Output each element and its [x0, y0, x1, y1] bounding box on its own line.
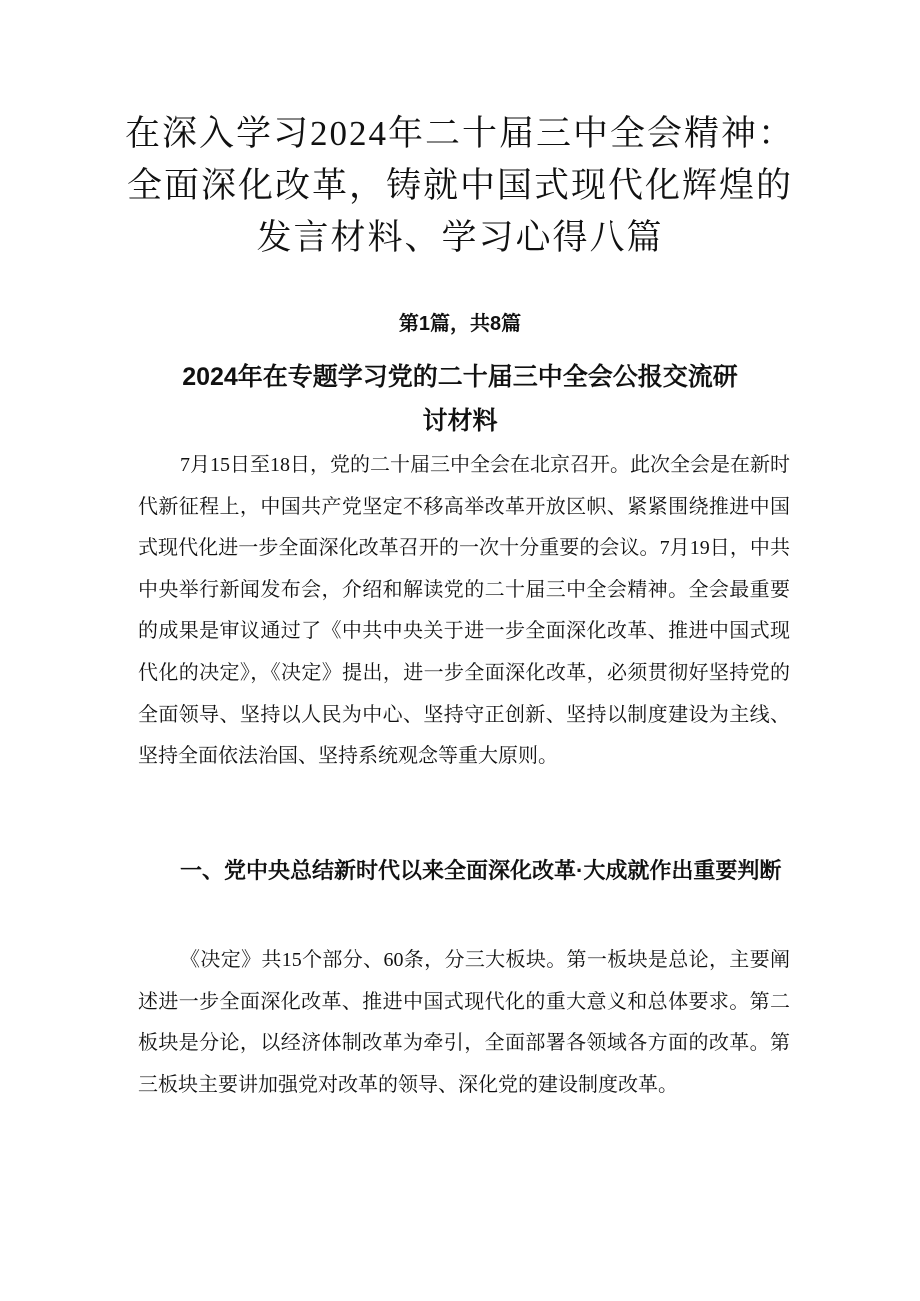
body-paragraph-decision: 《决定》共15个部分、60条，分三大板块。第一板块是总论，主要阐述进一步全面深化改革、推进中国式现代化的重大意义和总体要求。第二板块是分论，以经济体制改革为牵引，全面部署各领域各方面的改革。第三板块主要讲加强党对改革的领导、深化党的建设制度改革。: [138, 949, 790, 1096]
part-indicator: 第1篇，共8篇: [398, 313, 522, 335]
section-heading-1: 一、党中央总结新时代以来全面深化改革·大成就作出重要判断: [180, 858, 782, 883]
body-paragraph-intro: 7月15日至18日，党的二十届三中全会在北京召开。此次全会是在新时代新征程上，中国共产党坚定不移高举改革开放区帜、紧紧围绕推进中国式现代化进一步全面深化改革召开的一次十分重要的会议。7月19日，中共中央举行新闻发布会，介绍和解读党的二十届三中全会精神。全会最重要的成果是审议通过了《中共中央关于进一步全面深化改革、推进中国式现代化的决定》，《决定》提出，进一步全面深化改革，必须贯彻好坚持党的全面领导、坚持以人民为中心、坚持守正创新、坚持以制度建设为主线、坚持全面依法治国、坚持系统观念等重大原则。: [138, 454, 790, 768]
article-title: 2024年在专题学习党的二十届三中全会公报交流研讨材料: [182, 363, 738, 435]
document-main-title: 在深入学习2024年二十届三中全会精神：全面深化改革，铸就中国式现代化辉煌的发言材料、学习心得八篇: [124, 114, 795, 257]
